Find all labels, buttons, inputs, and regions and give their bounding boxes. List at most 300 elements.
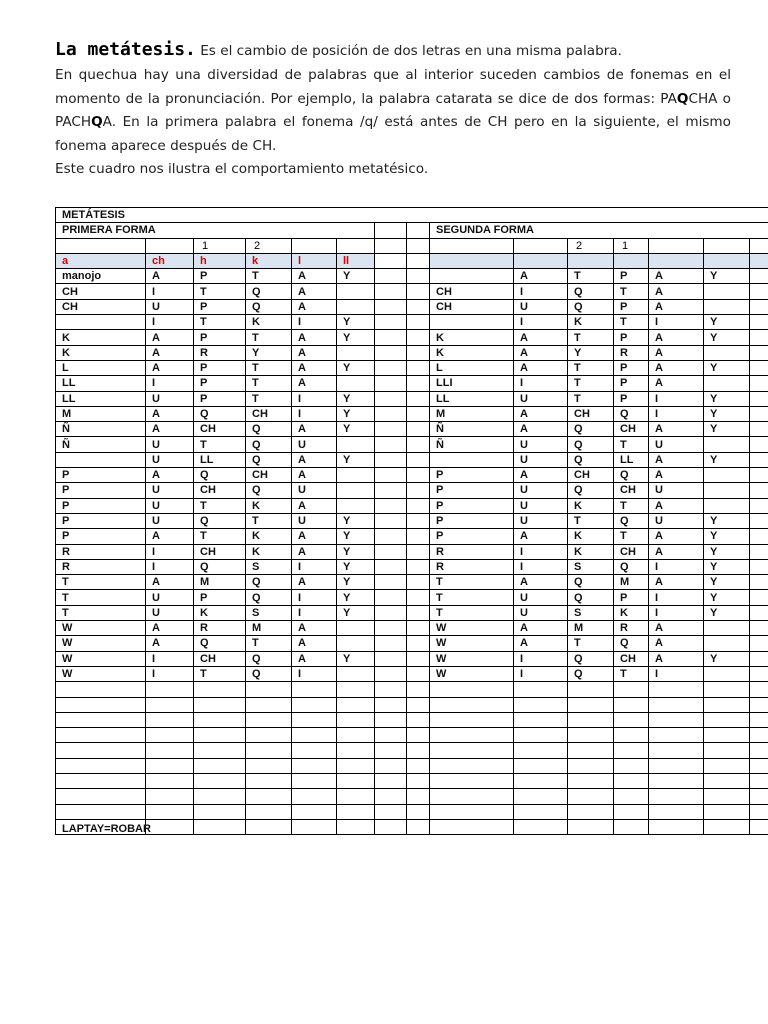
first-form-cell: LL bbox=[56, 391, 146, 406]
first-form-cell: P bbox=[194, 269, 246, 284]
second-form-cell: U bbox=[514, 437, 568, 452]
second-form-cell: Y bbox=[704, 422, 750, 437]
empty-cell bbox=[194, 743, 246, 758]
empty-cell bbox=[704, 758, 750, 773]
second-form-cell bbox=[704, 498, 750, 513]
first-form-cell: Y bbox=[337, 315, 375, 330]
empty-cell bbox=[194, 728, 246, 743]
first-form-cell: P bbox=[56, 529, 146, 544]
second-form-cell: T bbox=[430, 590, 514, 605]
second-form-cell: A bbox=[514, 468, 568, 483]
empty-cell bbox=[337, 682, 375, 697]
second-form-cell bbox=[704, 299, 750, 314]
empty-cell bbox=[292, 728, 337, 743]
empty-cell bbox=[407, 789, 430, 804]
second-form-cell: Q bbox=[568, 452, 614, 467]
empty-cell bbox=[292, 789, 337, 804]
first-form-cell bbox=[375, 284, 407, 299]
second-form-cell: K bbox=[568, 529, 614, 544]
empty-cell bbox=[750, 819, 768, 834]
table-row bbox=[56, 422, 768, 437]
empty-cell bbox=[649, 743, 704, 758]
second-form-cell: Y bbox=[704, 651, 750, 666]
table-row bbox=[56, 299, 768, 314]
column-number-cell bbox=[292, 238, 337, 253]
second-form-cell: S bbox=[568, 605, 614, 620]
highlighted-letter-q: Q bbox=[676, 90, 689, 107]
first-form-cell bbox=[407, 468, 430, 483]
second-form-cell bbox=[750, 391, 768, 406]
first-form-cell: I bbox=[292, 590, 337, 605]
phoneme-header-cell: l bbox=[292, 253, 337, 268]
second-form-cell: A bbox=[514, 345, 568, 360]
first-form-cell: A bbox=[292, 376, 337, 391]
first-form-cell: P bbox=[194, 590, 246, 605]
first-form-cell: Y bbox=[337, 360, 375, 375]
empty-cell bbox=[704, 697, 750, 712]
empty-table-row bbox=[56, 743, 768, 758]
second-form-cell: Y bbox=[704, 315, 750, 330]
second-form-cell: CH bbox=[568, 406, 614, 421]
second-form-cell bbox=[704, 621, 750, 636]
empty-cell bbox=[375, 758, 407, 773]
second-form-cell bbox=[750, 621, 768, 636]
first-form-cell bbox=[375, 345, 407, 360]
intro-text bbox=[55, 37, 731, 182]
table-row bbox=[56, 666, 768, 681]
empty-cell bbox=[56, 682, 146, 697]
first-form-cell: A bbox=[146, 529, 194, 544]
second-form-cell: I bbox=[514, 544, 568, 559]
empty-cell bbox=[430, 682, 514, 697]
empty-cell bbox=[614, 804, 649, 819]
empty-cell bbox=[56, 789, 146, 804]
first-form-cell: P bbox=[194, 391, 246, 406]
intro-paragraph-part-a: En quechua hay una diversidad de palabras que al interior suceden cambios de fonemas en el momento de la pronunciación. Por ejemplo, la palabra catarata se dice de dos formas: PA bbox=[55, 67, 731, 107]
first-form-cell bbox=[375, 422, 407, 437]
second-form-cell: A bbox=[649, 636, 704, 651]
second-form-cell: Q bbox=[614, 636, 649, 651]
first-form-cell: CH bbox=[194, 651, 246, 666]
empty-cell bbox=[649, 773, 704, 788]
table-title: METÁTESIS bbox=[56, 208, 768, 223]
second-form-cell: CH bbox=[614, 483, 649, 498]
first-form-cell: K bbox=[246, 529, 292, 544]
column-number-cell bbox=[649, 238, 704, 253]
second-form-cell: T bbox=[614, 666, 649, 681]
table-row bbox=[56, 406, 768, 421]
first-form-cell: A bbox=[292, 284, 337, 299]
first-form-cell: I bbox=[146, 559, 194, 574]
table-row bbox=[56, 330, 768, 345]
first-form-cell bbox=[407, 605, 430, 620]
empty-cell bbox=[614, 682, 649, 697]
second-form-cell: P bbox=[614, 360, 649, 375]
phoneme-header-cell bbox=[704, 253, 750, 268]
empty-table-row bbox=[56, 804, 768, 819]
empty-cell bbox=[568, 758, 614, 773]
first-form-cell bbox=[375, 315, 407, 330]
first-form-cell: T bbox=[246, 330, 292, 345]
first-form-cell: A bbox=[146, 360, 194, 375]
first-form-cell: A bbox=[292, 452, 337, 467]
first-form-cell: K bbox=[56, 330, 146, 345]
first-form-cell: T bbox=[246, 360, 292, 375]
first-form-cell bbox=[337, 284, 375, 299]
second-form-cell: Q bbox=[568, 422, 614, 437]
second-form-cell bbox=[750, 590, 768, 605]
second-form-cell: W bbox=[430, 621, 514, 636]
table-row bbox=[56, 559, 768, 574]
first-form-cell bbox=[375, 529, 407, 544]
phoneme-header-cell bbox=[375, 253, 407, 268]
column-number-cell bbox=[750, 238, 768, 253]
first-form-cell: A bbox=[146, 575, 194, 590]
empty-cell bbox=[292, 712, 337, 727]
empty-cell bbox=[146, 804, 194, 819]
second-form-cell: Y bbox=[704, 559, 750, 574]
first-form-cell bbox=[337, 636, 375, 651]
second-form-cell: U bbox=[514, 498, 568, 513]
first-form-cell: Q bbox=[246, 299, 292, 314]
empty-cell bbox=[649, 804, 704, 819]
empty-cell bbox=[430, 773, 514, 788]
second-form-cell: A bbox=[649, 284, 704, 299]
first-form-cell bbox=[375, 299, 407, 314]
first-form-cell: I bbox=[146, 544, 194, 559]
phoneme-header-cell bbox=[430, 253, 514, 268]
second-form-cell: CH bbox=[614, 544, 649, 559]
empty-cell bbox=[649, 712, 704, 727]
empty-cell bbox=[375, 743, 407, 758]
empty-cell bbox=[337, 743, 375, 758]
first-form-cell: A bbox=[146, 406, 194, 421]
empty-cell bbox=[614, 773, 649, 788]
first-form-cell bbox=[375, 360, 407, 375]
second-form-cell: A bbox=[649, 575, 704, 590]
empty-cell bbox=[514, 819, 568, 834]
first-form-cell: I bbox=[292, 391, 337, 406]
first-form-cell: I bbox=[146, 315, 194, 330]
first-form-cell: K bbox=[194, 605, 246, 620]
second-form-cell: Q bbox=[614, 468, 649, 483]
second-form-cell: A bbox=[649, 299, 704, 314]
first-form-cell bbox=[407, 621, 430, 636]
second-form-cell: P bbox=[430, 513, 514, 528]
second-form-cell bbox=[750, 284, 768, 299]
empty-cell bbox=[514, 804, 568, 819]
phoneme-header-cell: ll bbox=[337, 253, 375, 268]
empty-cell bbox=[194, 682, 246, 697]
first-form-cell: A bbox=[146, 330, 194, 345]
empty-cell bbox=[194, 697, 246, 712]
second-form-cell: T bbox=[568, 376, 614, 391]
empty-cell bbox=[246, 819, 292, 834]
empty-cell bbox=[430, 789, 514, 804]
first-form-cell: A bbox=[146, 269, 194, 284]
second-form-cell: T bbox=[568, 269, 614, 284]
first-form-cell bbox=[337, 345, 375, 360]
second-form-cell: R bbox=[430, 559, 514, 574]
second-form-cell: T bbox=[430, 575, 514, 590]
empty-cell bbox=[649, 758, 704, 773]
empty-cell bbox=[750, 712, 768, 727]
second-form-cell: Y bbox=[568, 345, 614, 360]
column-number-cell: 1 bbox=[614, 238, 649, 253]
first-form-cell bbox=[407, 529, 430, 544]
second-form-cell: P bbox=[430, 468, 514, 483]
first-form-cell: Y bbox=[337, 544, 375, 559]
first-form-cell bbox=[407, 452, 430, 467]
second-form-cell bbox=[704, 483, 750, 498]
phoneme-header-cell: a bbox=[56, 253, 146, 268]
empty-cell bbox=[375, 804, 407, 819]
second-form-cell: K bbox=[430, 330, 514, 345]
footnote: LAPTAY=ROBAR bbox=[62, 823, 151, 835]
first-form-cell: T bbox=[246, 513, 292, 528]
phoneme-header-cell bbox=[407, 253, 430, 268]
second-form-cell: P bbox=[614, 299, 649, 314]
table-row bbox=[56, 437, 768, 452]
second-form-cell bbox=[750, 666, 768, 681]
first-form-cell: CH bbox=[194, 544, 246, 559]
empty-cell bbox=[375, 789, 407, 804]
empty-cell bbox=[375, 712, 407, 727]
empty-cell bbox=[246, 712, 292, 727]
first-form-cell: Y bbox=[337, 605, 375, 620]
first-form-cell bbox=[407, 315, 430, 330]
second-form-cell: T bbox=[430, 605, 514, 620]
first-form-cell bbox=[375, 513, 407, 528]
table-row bbox=[56, 345, 768, 360]
empty-cell bbox=[56, 758, 146, 773]
empty-cell bbox=[750, 789, 768, 804]
first-form-cell: A bbox=[292, 636, 337, 651]
definition-text: Es el cambio de posición de dos letras en una misma palabra. bbox=[200, 43, 622, 59]
second-form-cell bbox=[750, 559, 768, 574]
empty-cell bbox=[704, 743, 750, 758]
second-form-cell: A bbox=[649, 345, 704, 360]
first-form-cell: Y bbox=[337, 590, 375, 605]
first-form-cell bbox=[337, 666, 375, 681]
first-form-cell: Y bbox=[337, 559, 375, 574]
empty-cell bbox=[246, 758, 292, 773]
table-row bbox=[56, 284, 768, 299]
column-number-cell bbox=[375, 238, 407, 253]
first-form-cell: CH bbox=[246, 468, 292, 483]
first-form-cell bbox=[407, 299, 430, 314]
empty-cell bbox=[614, 789, 649, 804]
second-form-cell: A bbox=[514, 575, 568, 590]
empty-cell bbox=[407, 697, 430, 712]
second-form-cell: K bbox=[568, 315, 614, 330]
second-form-cell: A bbox=[649, 422, 704, 437]
first-form-cell bbox=[407, 269, 430, 284]
first-form-cell: A bbox=[146, 636, 194, 651]
second-form-cell: A bbox=[649, 452, 704, 467]
empty-cell bbox=[430, 804, 514, 819]
table-row bbox=[56, 529, 768, 544]
first-form-cell: A bbox=[292, 422, 337, 437]
second-form-cell: I bbox=[514, 315, 568, 330]
empty-cell bbox=[146, 789, 194, 804]
empty-cell bbox=[750, 728, 768, 743]
second-form-cell: U bbox=[514, 513, 568, 528]
second-form-cell: U bbox=[514, 605, 568, 620]
empty-cell bbox=[337, 819, 375, 834]
first-form-cell bbox=[375, 544, 407, 559]
empty-cell bbox=[146, 728, 194, 743]
first-form-cell bbox=[407, 575, 430, 590]
highlighted-letter-q: Q bbox=[91, 114, 103, 131]
second-form-cell: Q bbox=[568, 483, 614, 498]
first-form-cell: T bbox=[246, 636, 292, 651]
empty-cell bbox=[568, 712, 614, 727]
column-number-row bbox=[56, 238, 768, 253]
first-form-cell: T bbox=[56, 605, 146, 620]
empty-cell bbox=[194, 773, 246, 788]
first-form-cell: Ñ bbox=[56, 437, 146, 452]
second-form-cell: I bbox=[514, 666, 568, 681]
second-form-cell: CH bbox=[430, 284, 514, 299]
empty-cell bbox=[337, 773, 375, 788]
second-form-cell: T bbox=[568, 360, 614, 375]
table-row bbox=[56, 590, 768, 605]
second-form-cell: A bbox=[649, 651, 704, 666]
second-form-cell: P bbox=[614, 269, 649, 284]
first-form-cell: A bbox=[292, 360, 337, 375]
first-form-cell bbox=[375, 651, 407, 666]
first-form-cell bbox=[337, 376, 375, 391]
first-form-cell: W bbox=[56, 666, 146, 681]
second-form-cell: A bbox=[649, 468, 704, 483]
first-form-cell: T bbox=[56, 575, 146, 590]
empty-cell bbox=[430, 712, 514, 727]
second-form-cell bbox=[750, 452, 768, 467]
phoneme-header-cell bbox=[750, 253, 768, 268]
first-form-cell: A bbox=[146, 468, 194, 483]
first-form-cell bbox=[407, 437, 430, 452]
first-form-cell: CH bbox=[246, 406, 292, 421]
first-form-cell bbox=[407, 544, 430, 559]
first-form-cell: K bbox=[246, 544, 292, 559]
second-form-cell: W bbox=[430, 636, 514, 651]
empty-cell bbox=[568, 743, 614, 758]
empty-cell bbox=[649, 819, 704, 834]
empty-cell bbox=[614, 758, 649, 773]
second-form-cell: P bbox=[430, 498, 514, 513]
empty-cell bbox=[750, 697, 768, 712]
first-form-cell: A bbox=[292, 345, 337, 360]
second-form-cell: T bbox=[568, 513, 614, 528]
empty-cell bbox=[430, 743, 514, 758]
first-form-cell: I bbox=[292, 406, 337, 421]
empty-cell bbox=[430, 728, 514, 743]
empty-cell bbox=[146, 819, 194, 834]
second-form-cell: P bbox=[614, 330, 649, 345]
empty-cell bbox=[292, 804, 337, 819]
phoneme-header-cell: k bbox=[246, 253, 292, 268]
column-number-cell bbox=[146, 238, 194, 253]
column-number-cell bbox=[407, 238, 430, 253]
second-form-cell: I bbox=[649, 406, 704, 421]
empty-cell bbox=[56, 804, 146, 819]
first-form-cell bbox=[375, 559, 407, 574]
second-form-cell: Q bbox=[568, 575, 614, 590]
empty-cell bbox=[614, 712, 649, 727]
first-form-cell: I bbox=[146, 376, 194, 391]
second-form-cell bbox=[430, 452, 514, 467]
first-form-cell: P bbox=[56, 468, 146, 483]
empty-cell bbox=[614, 743, 649, 758]
second-form-cell: T bbox=[614, 437, 649, 452]
table-row bbox=[56, 544, 768, 559]
phoneme-header-cell bbox=[649, 253, 704, 268]
first-form-cell: P bbox=[56, 498, 146, 513]
first-form-cell: U bbox=[146, 483, 194, 498]
empty-cell bbox=[292, 758, 337, 773]
first-form-cell: T bbox=[194, 315, 246, 330]
empty-cell bbox=[246, 773, 292, 788]
first-form-cell: M bbox=[56, 406, 146, 421]
second-form-cell: U bbox=[514, 452, 568, 467]
first-form-cell: Y bbox=[246, 345, 292, 360]
first-form-cell: T bbox=[194, 498, 246, 513]
empty-cell bbox=[292, 682, 337, 697]
second-form-cell: Q bbox=[568, 284, 614, 299]
table-row bbox=[56, 513, 768, 528]
empty-cell bbox=[146, 712, 194, 727]
empty-cell bbox=[292, 743, 337, 758]
empty-cell bbox=[337, 789, 375, 804]
empty-cell bbox=[146, 758, 194, 773]
first-form-cell bbox=[407, 666, 430, 681]
empty-cell bbox=[146, 773, 194, 788]
second-form-cell bbox=[750, 529, 768, 544]
first-form-cell: K bbox=[246, 315, 292, 330]
second-form-cell: A bbox=[649, 360, 704, 375]
second-form-cell bbox=[430, 315, 514, 330]
first-form-cell: Y bbox=[337, 529, 375, 544]
first-form-cell: Ñ bbox=[56, 422, 146, 437]
first-form-cell: Y bbox=[337, 651, 375, 666]
second-form-cell: A bbox=[514, 422, 568, 437]
empty-cell bbox=[704, 728, 750, 743]
second-form-cell: P bbox=[430, 529, 514, 544]
second-form-cell: K bbox=[430, 345, 514, 360]
empty-cell bbox=[568, 804, 614, 819]
empty-cell bbox=[407, 743, 430, 758]
empty-cell bbox=[614, 728, 649, 743]
first-form-cell bbox=[375, 269, 407, 284]
first-form-cell: T bbox=[246, 391, 292, 406]
first-form-cell: U bbox=[292, 483, 337, 498]
first-form-cell: U bbox=[146, 437, 194, 452]
first-form-cell: Y bbox=[337, 452, 375, 467]
first-form-cell: U bbox=[146, 452, 194, 467]
first-form-cell: A bbox=[292, 330, 337, 345]
first-form-cell: P bbox=[194, 299, 246, 314]
second-form-cell: S bbox=[568, 559, 614, 574]
table-row bbox=[56, 498, 768, 513]
column-number-cell: 2 bbox=[246, 238, 292, 253]
second-form-cell: Q bbox=[568, 666, 614, 681]
first-form-cell: I bbox=[146, 666, 194, 681]
first-form-cell: Q bbox=[246, 422, 292, 437]
empty-table-row bbox=[56, 682, 768, 697]
first-form-cell: CH bbox=[194, 483, 246, 498]
second-form-cell: K bbox=[568, 498, 614, 513]
